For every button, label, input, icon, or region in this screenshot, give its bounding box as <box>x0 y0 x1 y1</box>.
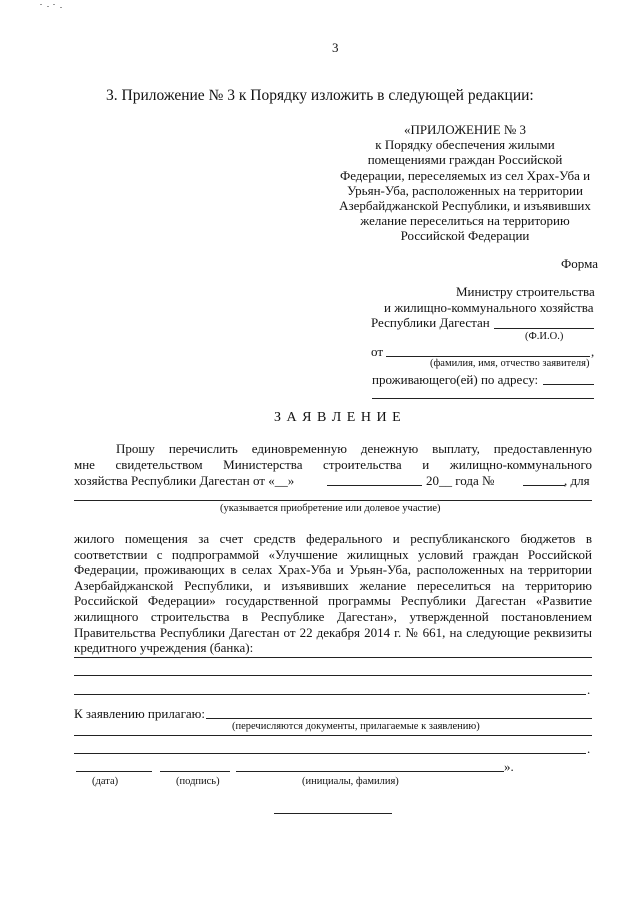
date-caption: (дата) <box>92 776 119 787</box>
applicant-name-blank[interactable] <box>386 356 590 357</box>
bank-details-blank[interactable] <box>74 675 592 676</box>
comma: , <box>591 344 595 359</box>
attachments-caption: (перечисляются документы, прилагаемые к заявлению) <box>232 721 480 732</box>
body-line: жилищного строительства в Республике Дагестан», утвержденной постановлением <box>74 608 592 624</box>
appendix-line: помещениями граждан Российской <box>367 152 563 168</box>
signature-blank[interactable] <box>160 771 230 772</box>
attachments-blank[interactable] <box>74 735 592 736</box>
addressee-line: и жилищно-коммунального хозяйства <box>384 300 594 315</box>
period: . <box>587 741 591 756</box>
body-line: соответствии с подпрограммой «Улучшение жилищных условий граждан Российской <box>74 546 592 562</box>
appendix-header <box>330 122 600 244</box>
address-label: проживающего(ей) по адресу: <box>372 372 539 387</box>
fio-blank[interactable] <box>494 328 594 329</box>
appendix-line: Российской Федерации <box>400 228 530 244</box>
fio-caption: (Ф.И.О.) <box>525 331 564 342</box>
body-line: хозяйства Республики Дагестан от «__» <box>74 473 295 488</box>
scan-speck <box>53 4 55 5</box>
body-paragraph <box>74 531 592 656</box>
separator-line <box>274 813 392 814</box>
scan-speck <box>47 6 49 7</box>
body-line: Российской Федерации» государственной программы Республики Дагестан «Развитие <box>74 593 592 609</box>
form-label: Форма <box>561 256 598 271</box>
scan-speck <box>40 4 42 5</box>
appendix-line: Азербайджанской Республики, и изъявивших <box>339 198 591 214</box>
date-blank[interactable] <box>327 485 422 486</box>
addressee-line: Министру строительства <box>456 284 595 299</box>
section-heading: 3. Приложение № 3 к Порядку изложить в следующей редакции: <box>106 87 534 104</box>
scan-speck <box>60 7 62 8</box>
body-line: 20__ года № <box>426 473 495 488</box>
page-number: 3 <box>332 40 339 55</box>
body-line: Правительства Республики Дагестан от 22 декабря 2014 г. № 661, на следующие реквизиты <box>74 624 592 640</box>
signature-caption: (подпись) <box>176 776 220 787</box>
attachments-blank[interactable] <box>74 753 586 754</box>
bank-details-blank[interactable] <box>74 657 592 658</box>
name-signature-blank[interactable] <box>236 771 504 772</box>
address-blank-2[interactable] <box>372 398 594 399</box>
appendix-line: желание переселиться на территорию <box>360 213 570 229</box>
attachments-label: К заявлению прилагаю: <box>74 706 206 721</box>
purpose-caption: (указывается приобретение или долевое участие) <box>220 503 441 514</box>
body-line: Азербайджанской Республики, и изъявивших желание переселиться на территорию <box>74 577 592 593</box>
body-line: жилого помещения за счет средств федерального и республиканского бюджетов в <box>74 531 592 546</box>
certificate-number-blank[interactable] <box>523 485 565 486</box>
appendix-line: «ПРИЛОЖЕНИЕ № 3 <box>403 122 527 137</box>
bank-details-blank[interactable] <box>74 694 586 695</box>
appendix-line: Урьян-Уба, расположенных на территории <box>347 182 583 198</box>
body-line: , для <box>564 473 590 488</box>
period: . <box>587 682 591 697</box>
purpose-blank[interactable] <box>74 500 592 501</box>
document-title: З А Я В Л Е Н И Е <box>274 410 402 425</box>
closing-quote: ». <box>504 759 514 774</box>
body-line: кредитного учреждения (банка): <box>74 640 254 656</box>
name-caption: (инициалы, фамилия) <box>302 776 399 787</box>
addressee-line: Республики Дагестан <box>371 315 490 330</box>
appendix-line: Федерации, переселяемых из сел Храх-Уба и <box>339 167 591 183</box>
body-line: мне свидетельством Министерства строительства и жилищно-коммунального <box>74 457 592 472</box>
address-blank[interactable] <box>543 384 594 385</box>
appendix-line: к Порядку обеспечения жилыми <box>375 137 555 153</box>
body-line: Прошу перечислить единовременную денежную выплату, предоставленную <box>116 441 592 456</box>
attachments-blank[interactable] <box>206 718 592 719</box>
date-signature-blank[interactable] <box>76 771 152 772</box>
body-line: Федерации, проживающих в селах Храх-Уба и Урьян-Уба, расположенных на территории <box>74 562 592 578</box>
from-label: от <box>371 344 384 359</box>
applicant-caption: (фамилия, имя, отчество заявителя) <box>430 358 590 369</box>
